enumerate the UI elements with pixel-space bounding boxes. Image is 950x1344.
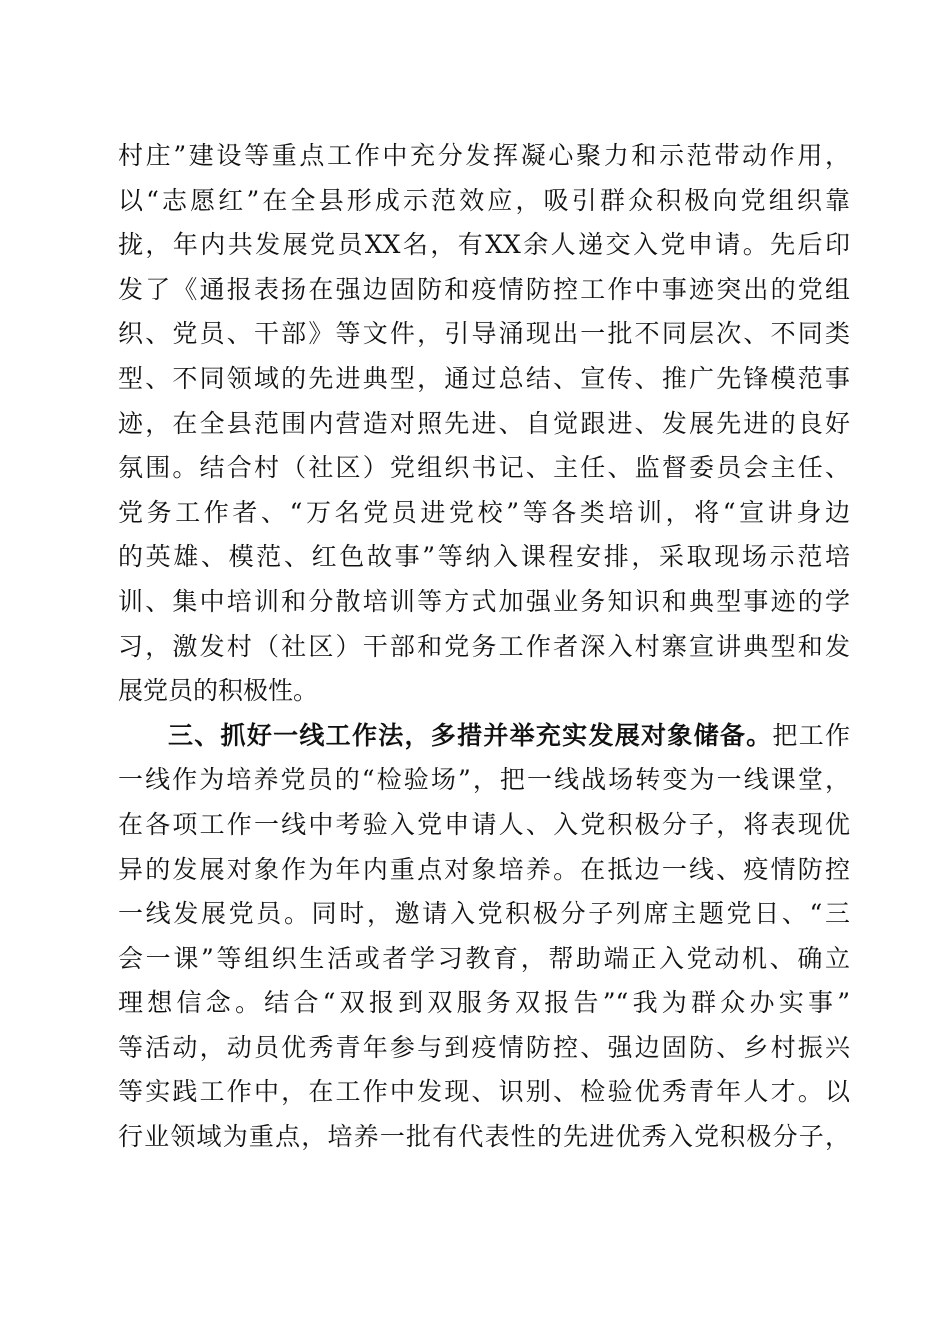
text-line: 迹，在全县范围内营造对照先进、自觉跟进、发展先进的良好: [118, 408, 850, 438]
document-body: [118, 134, 850, 1160]
text-line: 行业领域为重点，培养一批有代表性的先进优秀入党积极分子，: [118, 1122, 850, 1152]
text-line: 一线作为培养党员的“检验场”，把一线战场转变为一线课堂，: [118, 765, 850, 795]
text-line: 习，激发村（社区）干部和党务工作者深入村寨宣讲典型和发: [118, 631, 850, 661]
heading-line-rest: 把工作: [772, 720, 850, 750]
text-line: 以“志愿红”在全县形成示范效应，吸引群众积极向党组织靠: [118, 185, 850, 215]
text-line: 展党员的积极性。: [118, 676, 319, 706]
section-heading: 三、抓好一线工作法，多措并举充实发展对象储备。: [168, 720, 773, 750]
text-line: 的英雄、模范、红色故事”等纳入课程安排，采取现场示范培: [118, 542, 850, 572]
text-line: 村庄”建设等重点工作中充分发挥凝心聚力和示范带动作用，: [118, 141, 850, 170]
text-line: 会一课”等组织生活或者学习教育，帮助端正入党动机、确立: [118, 943, 850, 973]
text-line: 理想信念。结合“双报到双服务双报告”“我为群众办实事”: [118, 988, 850, 1018]
text-line: 等实践工作中，在工作中发现、识别、检验优秀青年人才。以: [118, 1077, 850, 1107]
text-line: 织、党员、干部》等文件，引导涌现出一批不同层次、不同类: [118, 319, 850, 349]
text-line: 等活动，动员优秀青年参与到疫情防控、强边固防、乡村振兴: [118, 1032, 850, 1062]
text-line: 拢，年内共发展党员XX名，有XX余人递交入党申请。先后印: [118, 230, 850, 260]
text-line: 一线发展党员。同时，邀请入党积极分子列席主题党日、“三: [118, 899, 850, 929]
section-heading-line: [118, 714, 850, 759]
text-line: 异的发展对象作为年内重点对象培养。在抵边一线、疫情防控: [118, 854, 850, 884]
text-line: 训、集中培训和分散培训等方式加强业务知识和典型事迹的学: [118, 586, 850, 616]
text-line: 发了《通报表扬在强边固防和疫情防控工作中事迹突出的党组: [118, 274, 850, 304]
text-line: 氛围。结合村（社区）党组织书记、主任、监督委员会主任、: [118, 453, 850, 483]
text-line: 党务工作者、“万名党员进党校”等各类培训，将“宣讲身边: [118, 497, 850, 527]
text-line: 在各项工作一线中考验入党申请人、入党积极分子，将表现优: [118, 809, 850, 839]
text-line: 型、不同领域的先进典型，通过总结、宣传、推广先锋模范事: [118, 363, 850, 393]
